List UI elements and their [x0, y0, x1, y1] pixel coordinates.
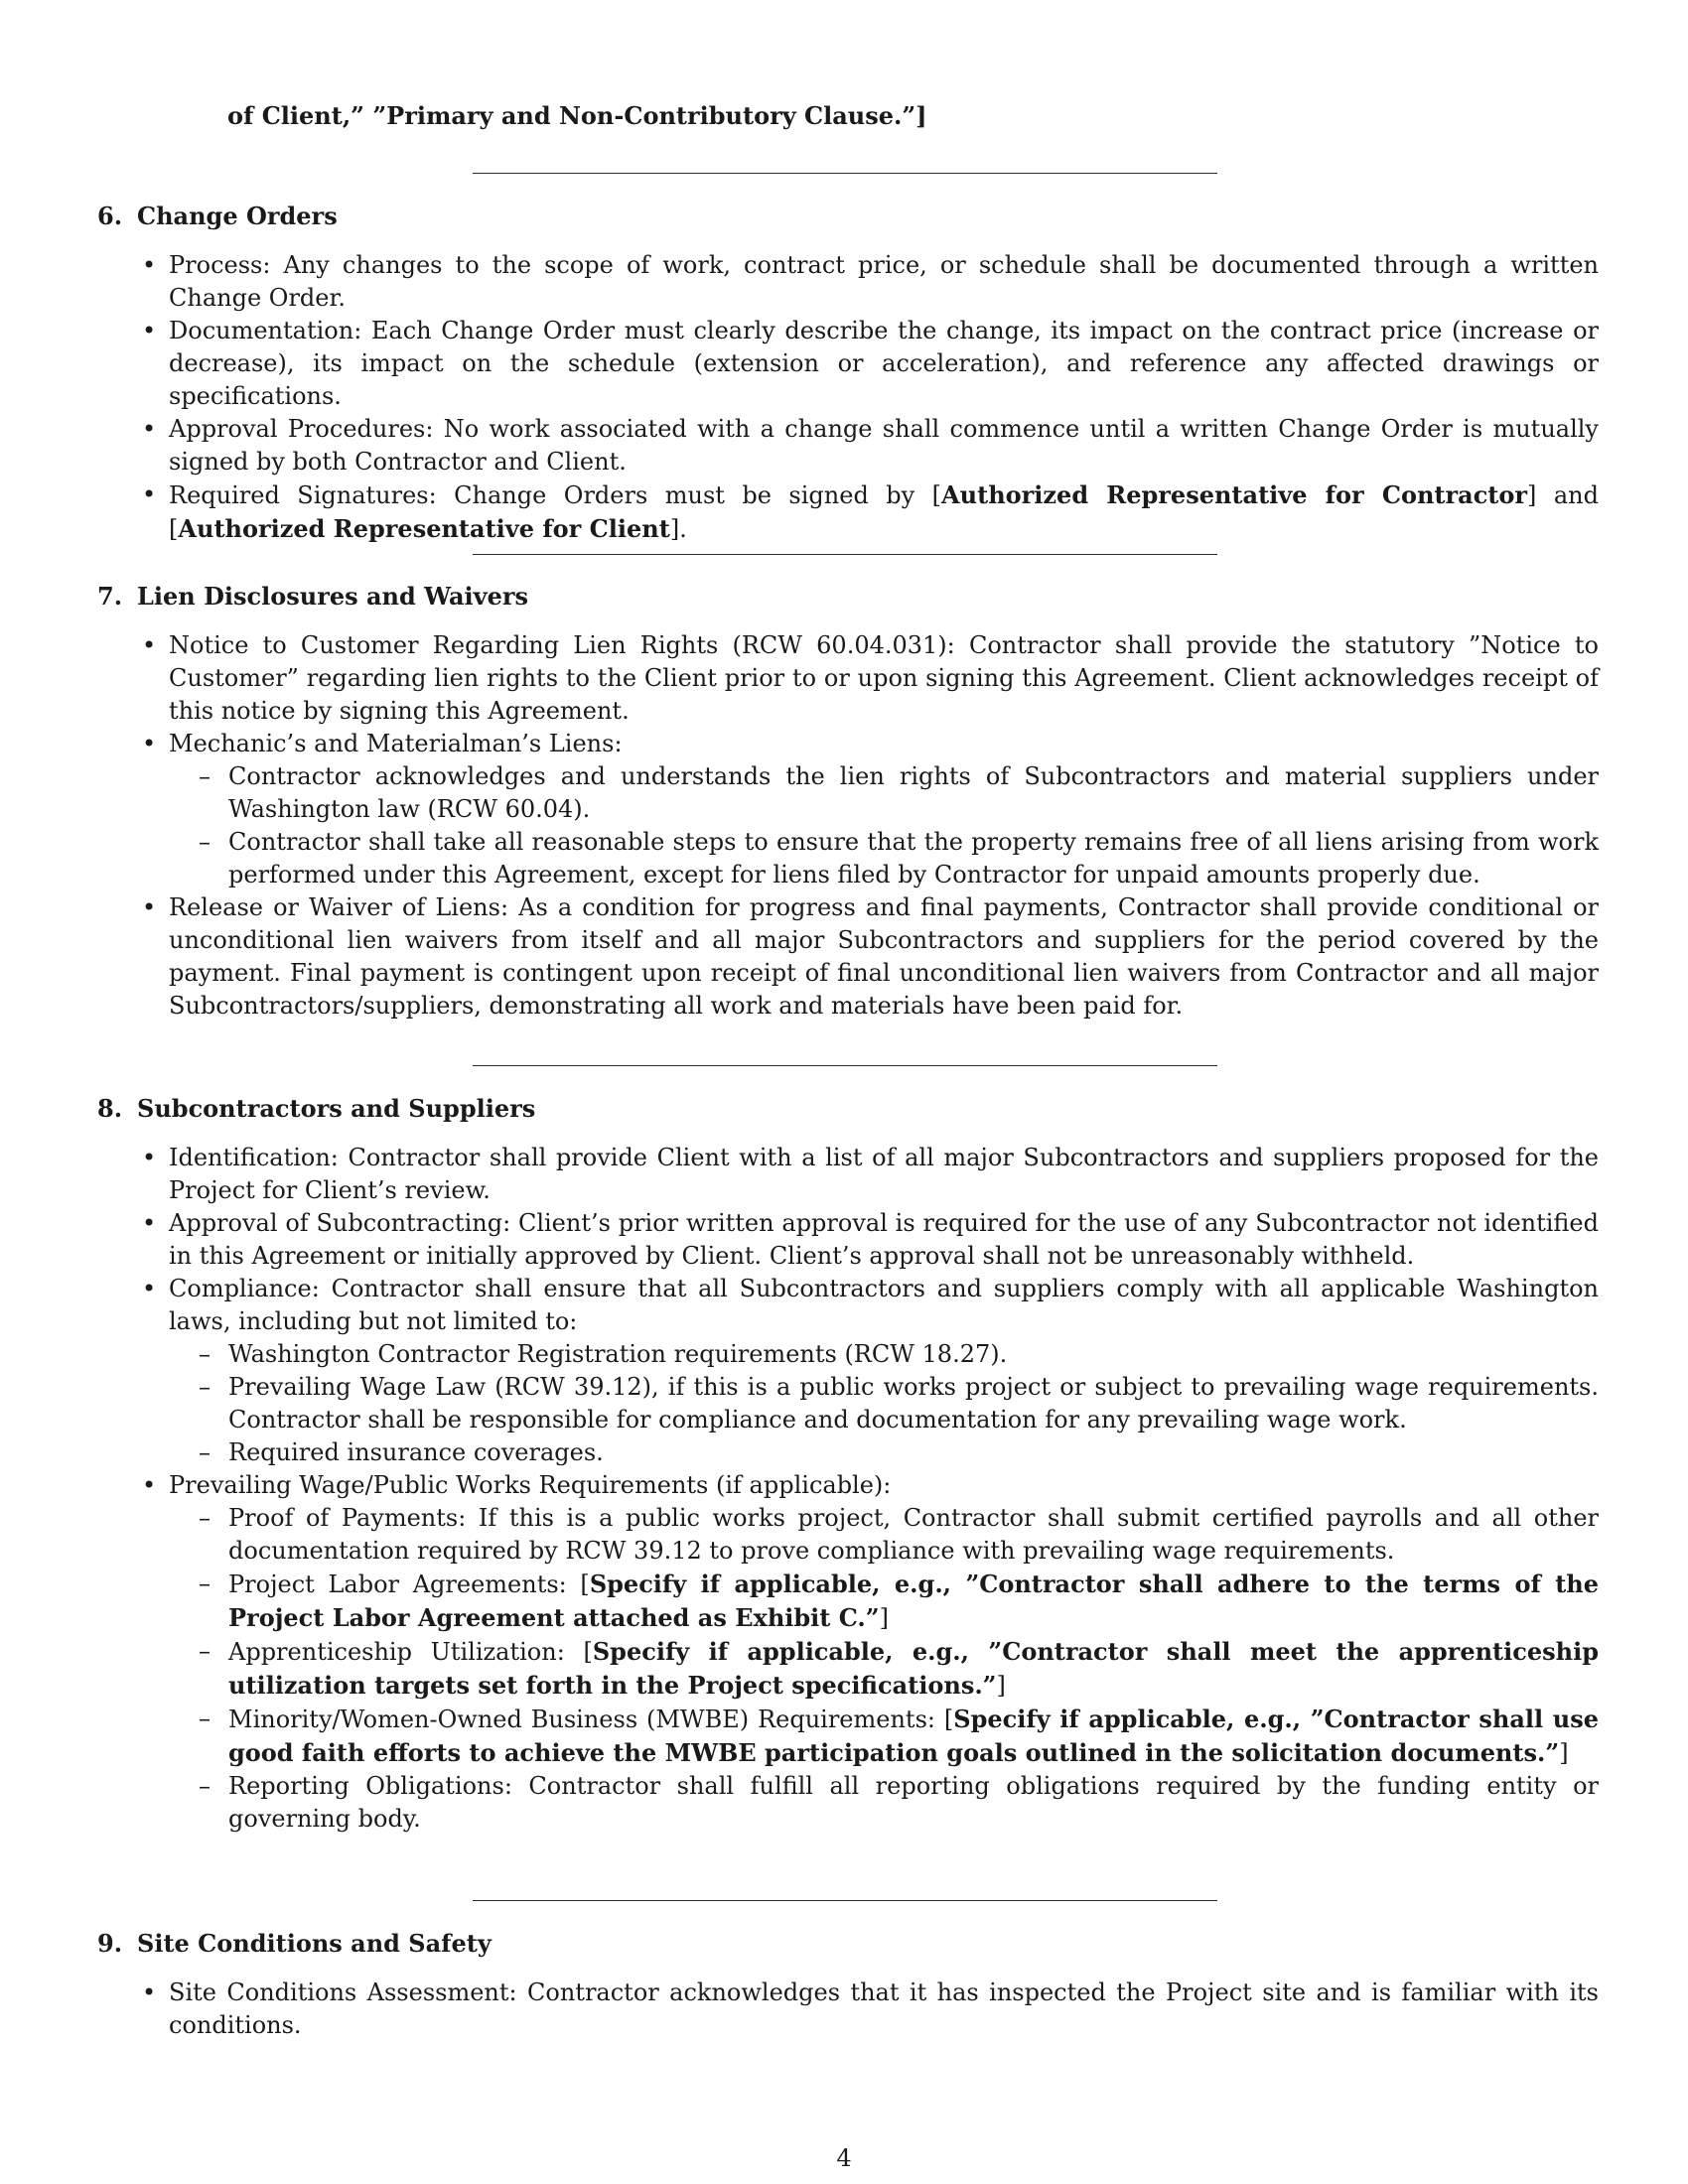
pla-placeholder: Specify if applicable, e.g., ”Contractor shall adhere to the terms of the Project Labor Agreement attached as Exhibit C.” — [228, 1570, 1599, 1632]
change-orders-list — [97, 249, 1599, 546]
section-number: 6. — [97, 202, 123, 230]
section-change-orders — [97, 200, 1599, 546]
sub-list-item: – Proof of Payments: If this is a public works project, Contractor shall submit certified payrolls and all other documentation required by RCW 39.12 to prove compliance with prevailing wage requirements. — [228, 1502, 1599, 1568]
sub-list-item — [228, 1635, 1599, 1703]
pla-label: Project Labor Agreements: [ — [228, 1570, 590, 1598]
mechanics-liens-label: Mechanic’s and Materialman’s Liens: — [169, 730, 623, 757]
list-item — [169, 1273, 1599, 1469]
list-item — [169, 728, 1599, 891]
list-item: • Site Conditions Assessment: Contractor acknowledges that it has inspected the Project site and is familiar with its conditions. — [169, 1977, 1599, 2042]
sub-list-item: – Required insurance coverages. — [228, 1436, 1599, 1469]
lien-list — [97, 629, 1599, 1023]
section-site-conditions — [97, 1927, 1599, 2042]
section-title: Subcontractors and Suppliers — [137, 1094, 536, 1123]
sub-list-item — [228, 1568, 1599, 1635]
list-item: • Process: Any changes to the scope of work, contract price, or schedule shall be documented through a written Change Order. — [169, 249, 1599, 315]
section-divider — [473, 1900, 1217, 1901]
sub-list-item: – Reporting Obligations: Contractor shall fulfill all reporting obligations required by the funding entity or governing body. — [228, 1770, 1599, 1836]
sub-list-item: – Prevailing Wage Law (RCW 39.12), if this is a public works project or subject to prevailing wage requirements. Contractor shall be responsible for compliance and documentation for any prevailing wage work. — [228, 1371, 1599, 1436]
section-divider — [473, 554, 1217, 555]
site-conditions-list — [97, 1977, 1599, 2042]
subcontractors-list — [97, 1142, 1599, 1836]
sub-list-item: – Contractor shall take all reasonable steps to ensure that the property remains free of all liens arising from work performed under this Agreement, except for liens filed by Contractor for unpaid amounts properly due. — [228, 826, 1599, 891]
page-number: 4 — [836, 2144, 852, 2172]
section-heading — [97, 1092, 1599, 1125]
compliance-label: Compliance: Contractor shall ensure that all Subcontractors and suppliers comply with all applicable Washington laws, including but not limited to: — [169, 1275, 1599, 1335]
client-representative-placeholder: Authorized Representative for Client — [178, 514, 670, 543]
contractor-representative-placeholder: Authorized Representative for Contractor — [941, 480, 1528, 509]
section-title: Site Conditions and Safety — [137, 1929, 492, 1958]
signatures-post: ]. — [669, 515, 687, 543]
sub-list-item: – Washington Contractor Registration requirements (RCW 18.27). — [228, 1338, 1599, 1371]
bracket-close: ] — [879, 1604, 889, 1632]
section-heading — [97, 1927, 1599, 1960]
apprenticeship-placeholder: Specify if applicable, e.g., ”Contractor shall meet the apprenticeship utilization targets set forth in the Project specifications.” — [228, 1637, 1599, 1700]
section-heading — [97, 580, 1599, 613]
bracket-close: ] — [996, 1672, 1006, 1700]
mechanics-liens-sublist — [169, 760, 1599, 891]
list-item: • Approval Procedures: No work associated with a change shall commence until a written Change Order is mutually signed by both Contractor and Client. — [169, 413, 1599, 478]
bracket-close: ] — [1559, 1739, 1569, 1767]
mwbe-label: Minority/Women-Owned Business (MWBE) Requirements: [ — [228, 1706, 954, 1733]
signatures-pre: Required Signatures: Change Orders must be signed by [ — [169, 481, 942, 509]
section-subcontractors — [97, 1092, 1599, 1836]
section-number: 9. — [97, 1929, 123, 1958]
prevailing-wage-sublist — [169, 1502, 1599, 1836]
list-item-signatures — [169, 478, 1599, 546]
section-divider — [473, 1065, 1217, 1066]
signatures-mid: ] and [ — [169, 481, 1600, 543]
sub-list-item — [228, 1703, 1599, 1770]
section-heading — [97, 200, 1599, 232]
list-item: • Notice to Customer Regarding Lien Rights (RCW 60.04.031): Contractor shall provide the statutory ”Notice to Customer” regarding lien rights to the Client prior to or upon signing this Agreement. Client acknowledges receipt of this notice by signing this Agreement. — [169, 629, 1599, 728]
list-item: • Approval of Subcontracting: Client’s prior written approval is required for the use of any Subcontractor not identified in this Agreement or initially approved by Client. Client’s approval shall not be unreasonably withheld. — [169, 1207, 1599, 1273]
list-item — [169, 1469, 1599, 1836]
section-title: Change Orders — [137, 202, 338, 230]
section-number: 8. — [97, 1094, 123, 1123]
prevailing-wage-label: Prevailing Wage/Public Works Requirements (if applicable): — [169, 1471, 892, 1499]
list-item: • Identification: Contractor shall provide Client with a list of all major Subcontractors and suppliers proposed for the Project for Client’s review. — [169, 1142, 1599, 1207]
apprenticeship-label: Apprenticeship Utilization: [ — [228, 1638, 593, 1666]
sub-list-item: – Contractor acknowledges and understands the lien rights of Subcontractors and material suppliers under Washington law (RCW 60.04). — [228, 760, 1599, 826]
section-number: 7. — [97, 582, 123, 611]
list-item: • Documentation: Each Change Order must clearly describe the change, its impact on the contract price (increase or decrease), its impact on the schedule (extension or acceleration), and reference any affected drawings or specifications. — [169, 315, 1599, 413]
section-divider — [473, 173, 1217, 174]
mwbe-placeholder: Specify if applicable, e.g., ”Contractor shall use good faith efforts to achieve the MWBE participation goals outlined in the solicitation documents.” — [228, 1705, 1599, 1767]
carry-over-text: of Client,” ”Primary and Non-Contributory Clause.”] — [227, 101, 927, 130]
list-item: • Release or Waiver of Liens: As a condition for progress and final payments, Contractor shall provide conditional or unconditional lien waivers from itself and all major Subcontractors and suppliers for the period covered by the payment. Final payment is contingent upon receipt of final unconditional lien waivers from Contractor and all major Subcontractors/suppliers, demonstrating all work and materials have been paid for. — [169, 891, 1599, 1023]
section-title: Lien Disclosures and Waivers — [137, 582, 529, 611]
section-lien-disclosures — [97, 580, 1599, 1023]
compliance-sublist — [169, 1338, 1599, 1469]
